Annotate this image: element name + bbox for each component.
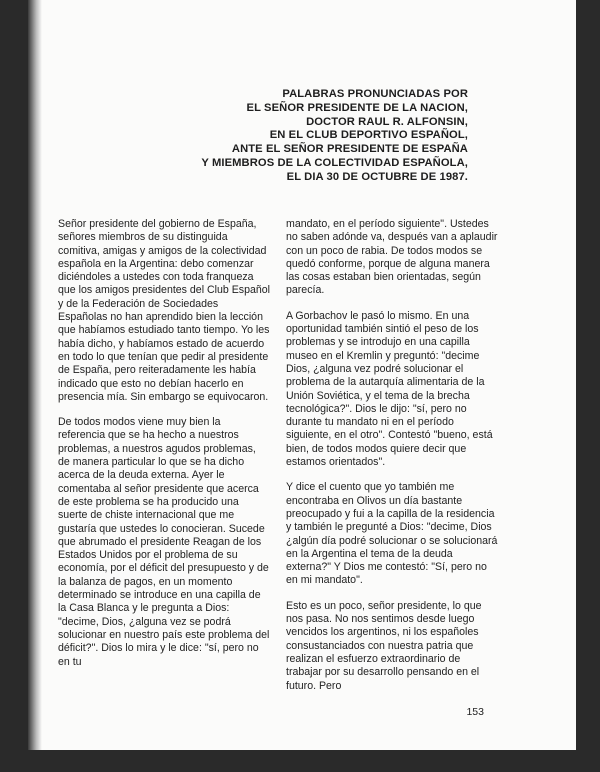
right-text-column xyxy=(286,218,498,705)
heading-line: Y MIEMBROS DE LA COLECTIVIDAD ESPAÑOLA, xyxy=(201,156,468,169)
heading-line: ANTE EL SEÑOR PRESIDENTE DE ESPAÑA xyxy=(231,143,468,156)
body-paragraph: Y dice el cuento que yo también me encontraba en Olivos un día bastante preocupado y fui a la capilla de la residencia y también le pregunté a Dios: "decime, Dios ¿algún día podré solucionar o se solucionará en la Argentina el tema de la deuda externa?" Y Dios me contestó: "Sí, pero no en mi mandato". xyxy=(286,481,498,587)
body-paragraph: A Gorbachov le pasó lo mismo. En una oportunidad también sintió el peso de los problemas y se introdujo en una capilla museo en el Kremlin y preguntó: "decime Dios, ¿alguna vez podré solucionar el problema de la autarquía alimentaria de la Unión Soviética, y el tema de la brecha tecnológica?". Dios le dijo: "sí, pero no durante tu mandato ni en el período siguiente, en el otro". Contestó "bueno, está bien, de todos modos quiere decir que estamos orientados". xyxy=(286,309,493,469)
document-page xyxy=(28,0,576,750)
page-spine-shadow xyxy=(28,0,42,750)
left-text-column xyxy=(58,218,270,681)
heading-line: EL DIA 30 DE OCTUBRE DE 1987. xyxy=(286,170,468,183)
heading-line: EN EL CLUB DEPORTIVO ESPAÑOL, xyxy=(269,129,468,142)
page-number: 153 xyxy=(466,706,484,718)
speech-heading xyxy=(108,88,468,185)
heading-line: PALABRAS PRONUNCIADAS POR xyxy=(282,88,468,100)
heading-line: EL SEÑOR PRESIDENTE DE LA NACION, xyxy=(246,101,468,114)
heading-line: DOCTOR RAUL R. ALFONSIN, xyxy=(306,115,468,128)
body-paragraph: mandato, en el período siguiente". Ustedes no saben adónde va, después van a aplaudir con un poco de rabia. De todos modos se quedó conforme, porque de alguna manera las cosas estaban bien orientadas, según parecía. xyxy=(286,218,498,297)
body-paragraph: Señor presidente del gobierno de España, señores miembros de su distinguida comitiva, amigas y amigos de la colectividad española en la Argentina: debo comenzar diciéndoles a ustedes con toda franqueza que los amigos presidentes del Club Español y de la Federación de Sociedades Españolas no han aprendido bien la lección que habíamos estudiado tanto tiempo. Yo les había dicho, y habíamos estado de acuerdo en todo lo que tenían que pedir al presidente de España, pero reiteradamente les había indicado que esto no debían hacerlo en presencia mía. Sin embargo se equivocaron. xyxy=(58,218,271,403)
body-paragraph: Esto es un poco, señor presidente, lo que nos pasa. No nos sentimos desde luego vencidos los argentinos, ni los españoles consustanciados con nuestra patria que realizan el esfuerzo extraordinario de trabajar por su desarrollo pensando en el futuro. Pero xyxy=(286,599,482,692)
body-paragraph: De todos modos viene muy bien la referencia que se ha hecho a nuestros problemas, a nuestros agudos problemas, de manera particular lo que se ha dicho acerca de la deuda externa. Ayer le comentaba al señor presidente que acerca de este problema se ha producido una suerte de chiste internacional que me gustaría que ustedes lo conocieran. Sucede que abrumado el presidente Reagan de los Estados Unidos por el problema de su economía, por el déficit del presupuesto y de la balanza de pagos, en un momento determinado se introduce en una capilla de la Casa Blanca y le pregunta a Dios: "decime, Dios, ¿alguna vez se podrá solucionar en nuestro país este problema del déficit?". Dios lo mira y le dice: "sí, pero no en tu xyxy=(58,416,270,668)
